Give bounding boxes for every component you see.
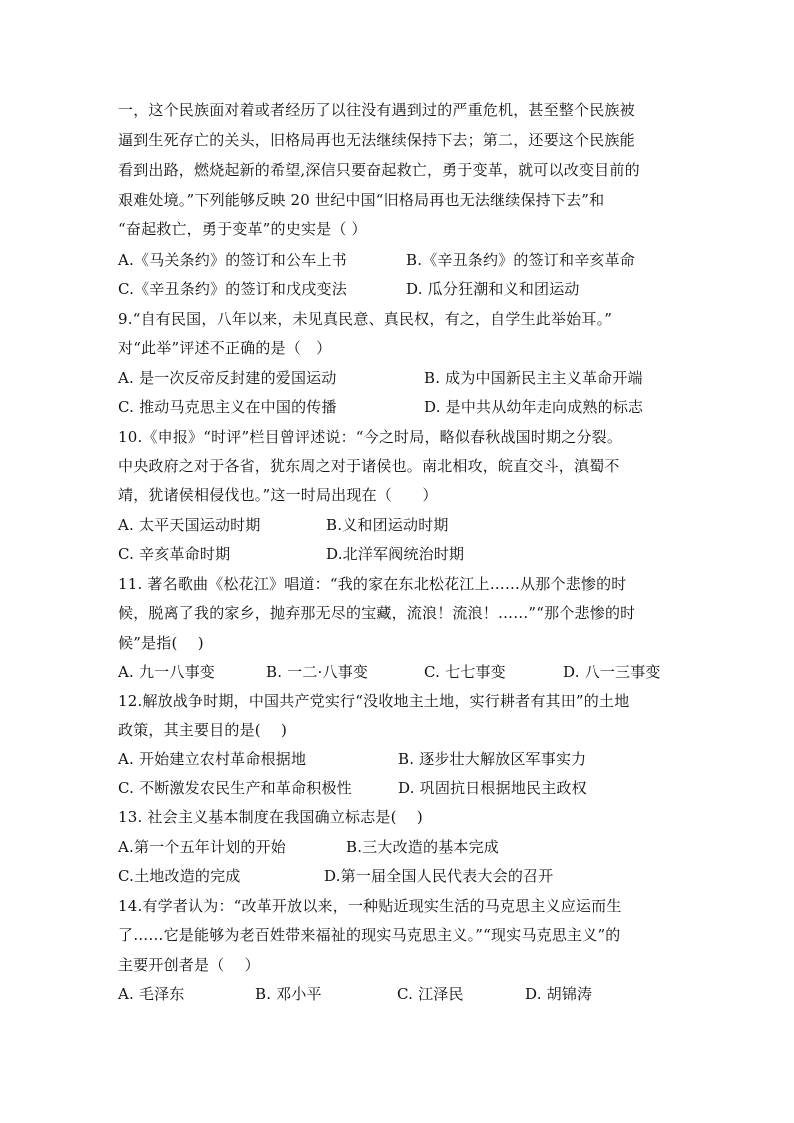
q13-option-a: A.第一个五年计划的开始 xyxy=(118,838,287,856)
q11-line-1: 11. 著名歌曲《松花江》唱道：“我的家在东北松花江上……从那个悲惨的时 xyxy=(118,575,627,593)
q10-line-3: 靖，犹诸侯相侵伐也。”这一时局出现在（ ） xyxy=(118,486,438,504)
q11-line-3: 候”是指( ) xyxy=(118,634,204,652)
q11-option-a: A. 九一八事变 xyxy=(118,663,215,681)
q10-option-b: B.义和团运动时期 xyxy=(326,516,449,534)
q14-line-2: 了……它是能够为老百姓带来福祉的现实马克思主义。”“现实马克思主义”的 xyxy=(118,926,621,944)
q10-option-c: C. 辛亥革命时期 xyxy=(118,545,231,563)
q9-option-c: C. 推动马克思主义在中国的传播 xyxy=(118,398,337,416)
q12-option-d: D. 巩固抗日根据地民主政权 xyxy=(398,779,587,797)
q8-option-d: D. 瓜分狂潮和义和团运动 xyxy=(406,280,580,298)
q8-line-5: “奋起救亡，勇于变革”的史实是（ ） xyxy=(118,220,367,238)
q12-option-c: C. 不断激发农民生产和革命积极性 xyxy=(118,779,352,797)
q14-line-3: 主要开创者是（ ） xyxy=(118,956,260,974)
q8-line-3: 看到出路，燃烧起新的希望,深信只要奋起救亡，勇于变革，就可以改变目前的 xyxy=(118,161,640,179)
q12-line-2: 政策，其主要目的是( ) xyxy=(118,721,288,739)
q13-option-b: B.三大改造的基本完成 xyxy=(346,838,499,856)
q14-option-c: C. 江泽民 xyxy=(397,985,464,1003)
q8-option-b: B.《辛丑条约》的签订和辛亥革命 xyxy=(406,251,635,269)
q9-line-2: 对“此举”评述不正确的是（ ） xyxy=(118,339,332,357)
q10-option-a: A. 太平天国运动时期 xyxy=(118,516,261,534)
q14-option-b: B. 邓小平 xyxy=(255,985,322,1003)
q12-line-1: 12.解放战争时期，中国共产党实行“没收地主土地，实行耕者有其田”的土地 xyxy=(118,692,630,710)
q8-option-a: A.《马关条约》的签订和公车上书 xyxy=(118,251,347,269)
q14-line-1: 14.有学者认为：“改革开放以来，一种贴近现实生活的马克思主义应运而生 xyxy=(118,897,622,915)
q8-line-2: 逼到生死存亡的关头，旧格局再也无法继续保持下去；第二，还要这个民族能 xyxy=(118,131,635,149)
q13-line-1: 13. 社会主义基本制度在我国确立标志是( ) xyxy=(118,808,423,826)
q10-option-d: D.北洋军阀统治时期 xyxy=(326,545,465,563)
q10-line-1: 10.《申报》“时评”栏目曾评述说：“今之时局，略似春秋战国时期之分裂。 xyxy=(118,428,623,446)
q8-line-4: 艰难处境。”下列能够反映 20 世纪中国“旧格局再也无法继续保持下去”和 xyxy=(118,191,605,209)
q11-option-d: D. 八一三事变 xyxy=(563,663,661,681)
q12-option-b: B. 逐步壮大解放区军事实力 xyxy=(398,750,587,768)
q9-option-b: B. 成为中国新民主主义革命开端 xyxy=(424,369,643,387)
q13-option-d: D.第一届全国人民代表大会的召开 xyxy=(324,867,554,885)
q11-line-2: 候，脱离了我的家乡，抛弃那无尽的宝藏，流浪！流浪！……”“那个悲惨的时 xyxy=(118,604,636,622)
q9-line-1: 9.“自有民国，八年以来，未见真民意、真民权，有之，自学生此举始耳。” xyxy=(118,310,613,328)
q11-option-c: C. 七七事变 xyxy=(424,663,506,681)
q9-option-d: D. 是中共从幼年走向成熟的标志 xyxy=(424,398,644,416)
q14-option-a: A. 毛泽东 xyxy=(118,985,185,1003)
q8-line-1: 一，这个民族面对着或者经历了以往没有遇到过的严重危机，甚至整个民族被 xyxy=(118,101,635,119)
q13-option-c: C.土地改造的完成 xyxy=(118,867,241,885)
q14-option-d: D. 胡锦涛 xyxy=(525,985,593,1003)
q8-option-c: C.《辛丑条约》的签订和戊戌变法 xyxy=(118,280,347,298)
q11-option-b: B. 一二·八事变 xyxy=(266,663,369,681)
q12-option-a: A. 开始建立农村革命根据地 xyxy=(118,750,307,768)
q10-line-2: 中央政府之对于各省，犹东周之对于诸侯也。南北相攻，皖直交斗，滇蜀不 xyxy=(118,457,620,475)
q9-option-a: A. 是一次反帝反封建的爱国运动 xyxy=(118,369,337,387)
